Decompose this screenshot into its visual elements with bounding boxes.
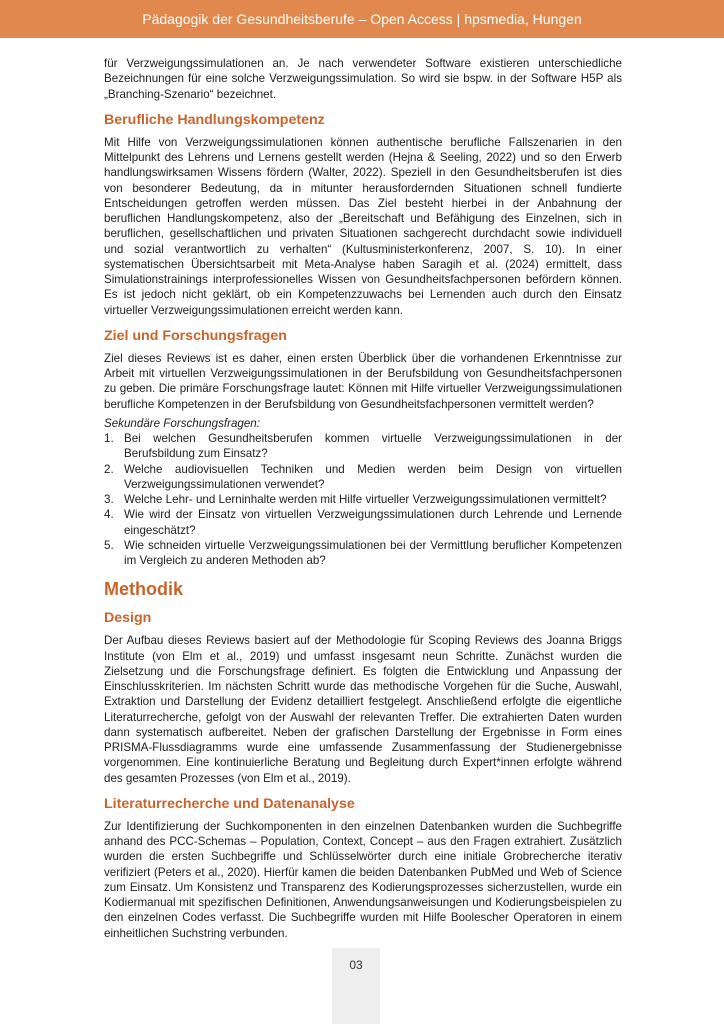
page-number: 03 xyxy=(349,958,363,972)
heading-methodik: Methodik xyxy=(104,579,183,600)
list-item-text: Welche audiovisuellen Techniken und Medien werden beim Design von virtuellen Verzweigungssimulationen verwendet? xyxy=(124,462,622,491)
page-number-box xyxy=(332,948,380,1024)
list-item-number: 3. xyxy=(104,493,114,506)
heading-literaturrecherche: Literaturrecherche und Datenanalyse xyxy=(104,795,355,812)
list-item-number: 2. xyxy=(104,462,114,476)
list-item xyxy=(104,538,622,569)
list-item-text: Welche Lehr- und Lerninhalte werden mit Hilfe virtueller Verzweigungssimulationen vermittelt? xyxy=(124,493,607,506)
paragraph-literaturrecherche: Zur Identifizierung der Suchkomponenten in den einzelnen Datenbanken wurden die Suchbegriffe anhand des PCC-Schemas – Population, Context, Concept – aus den Fragen extrahiert. Zusätzlich wurden die ersten Suchbegriffe und Schlüsselwörter durch eine initiale Grobrecherche iterativ verifiziert (Peters et al., 2020). Hierfür kamen die beiden Datenbanken PubMed und Web of Science zum Einsatz. Um Konsistenz und Transparenz des Kodierungsprozesses sicherzustellen, wurde ein Kodiermanual mit spezifischen Definitionen, Anwendungsanweisungen und Kodierungsbeispielen zu den einzelnen Codes verfasst. Die Suchbegriffe wurden mit Hilfe Boolescher Operatoren in einem einheitlichen Suchstring verbunden. xyxy=(104,819,622,940)
paragraph-ziel: Ziel dieses Reviews ist es daher, einen ersten Überblick über die vorhandenen Erkenntnisse zur Arbeit mit virtuellen Verzweigungssimulationen in der Berufsbildung von Gesundheitsfachpersonen zu geben. Die primäre Forschungsfrage lautet: Können mit Hilfe virtueller Verzweigungssimulationen berufliche Kompetenzen in der Berufsbildung von Gesundheitsfachpersonen vermittelt werden? xyxy=(104,351,622,411)
paragraph-design: Der Aufbau dieses Reviews basiert auf der Methodologie für Scoping Reviews des Joanna Briggs Institute (von Elm et al., 2019) und umfasst insgesamt neun Schritte. Zunächst wurden die Zielsetzung und die Forschungsfrage definiert. Es folgten die Entwicklung und Anpassung der Einschlusskriterien. Im nächsten Schritt wurde das methodische Vorgehen für die Suche, Auswahl, Extraktion und Darstellung der Evidenz detailliert festgelegt. Anschließend erfolgte die eigentliche Literaturrecherche, gefolgt von der Auswahl der relevanten Treffer. Die extrahierten Daten wurden dann systematisch aufbereitet. Neben der grafischen Darstellung der Ergebnisse in Form eines PRISMA-Flussdiagramms wurde eine umfassende Zusammenfassung der Studienergebnisse vorgenommen. Eine kontinuierliche Beratung und Begleitung durch Expert*innen erfolgte während des gesamten Prozesses (von Elm et al., 2019). xyxy=(104,634,622,785)
list-item xyxy=(104,462,622,493)
list-item-text: Wie schneiden virtuelle Verzweigungssimulationen bei der Vermittlung beruflicher Kompetenzen im Vergleich zu anderen Methoden ab? xyxy=(124,538,622,567)
heading-ziel-forschungsfragen: Ziel und Forschungsfragen xyxy=(104,327,287,344)
list-item-number: 1. xyxy=(104,432,114,445)
research-questions-list xyxy=(104,431,622,568)
running-header-title: Pädagogik der Gesundheitsberufe – Open Access | hpsmedia, Hungen xyxy=(142,11,582,27)
list-item xyxy=(104,431,622,462)
intro-paragraph: für Verzweigungssimulationen an. Je nach verwendeter Software existieren unterschiedliche Bezeichnungen für eine solche Verzweigungssimulation. So wird sie bspw. in der Software H5P als „Branching-Szenario“ bezeichnet. xyxy=(104,57,622,101)
list-item xyxy=(104,492,622,507)
heading-design: Design xyxy=(104,610,152,627)
paragraph-handlungskompetenz: Mit Hilfe von Verzweigungssimulationen können authentische berufliche Fallszenarien in den Mittelpunkt des Lehrens und Lernens gestellt werden (Hejna & Seeling, 2022) und so den Erwerb handlungswirksamen Wissens fördern (Walter, 2022). Speziell in den Gesundheitsberufen ist dies von besonderer Bedeutung, da in mitunter herausfordernden Situationen schnell fundierte Entscheidungen getroffen werden müssen. Das Ziel besteht hierbei in der Anbahnung der beruflichen Handlungskompetenz, also der „Bereitschaft und Befähigung des Einzelnen, sich in beruflichen, gesellschaftlichen und privaten Situationen sachgerecht durchdacht sowie individuell und sozial verantwortlich zu verhalten“ (Kultusministerkonferenz, 2007, S. 10). In einer systematischen Übersichtsarbeit mit Meta-Analyse haben Saragih et al. (2024) ermittelt, dass Simulationstrainings interprofessionelles Wissen von Gesundheitsfachpersonen befördern können. Es ist jedoch nicht geklärt, ob ein Kompetenzzuwachs bei Lernenden auch durch den Einsatz virtueller Verzweigungssimulationen erreicht werden kann. xyxy=(104,135,622,317)
list-item-text: Bei welchen Gesundheitsberufen kommen virtuelle Verzweigungssimulationen in der Berufsbildung zum Einsatz? xyxy=(124,432,622,461)
list-item-number: 5. xyxy=(104,538,114,552)
subheading-sekundaere-forschungsfragen: Sekundäre Forschungsfragen: xyxy=(104,416,260,430)
list-item xyxy=(104,507,622,538)
list-item-text: Wie wird der Einsatz von virtuellen Verzweigungssimulationen durch Lehrende und Lernende eingeschätzt? xyxy=(124,508,622,537)
heading-berufliche-handlungskompetenz: Berufliche Handlungskompetenz xyxy=(104,111,325,128)
list-item-number: 4. xyxy=(104,508,114,522)
page-body xyxy=(104,56,622,941)
running-header xyxy=(0,0,724,38)
